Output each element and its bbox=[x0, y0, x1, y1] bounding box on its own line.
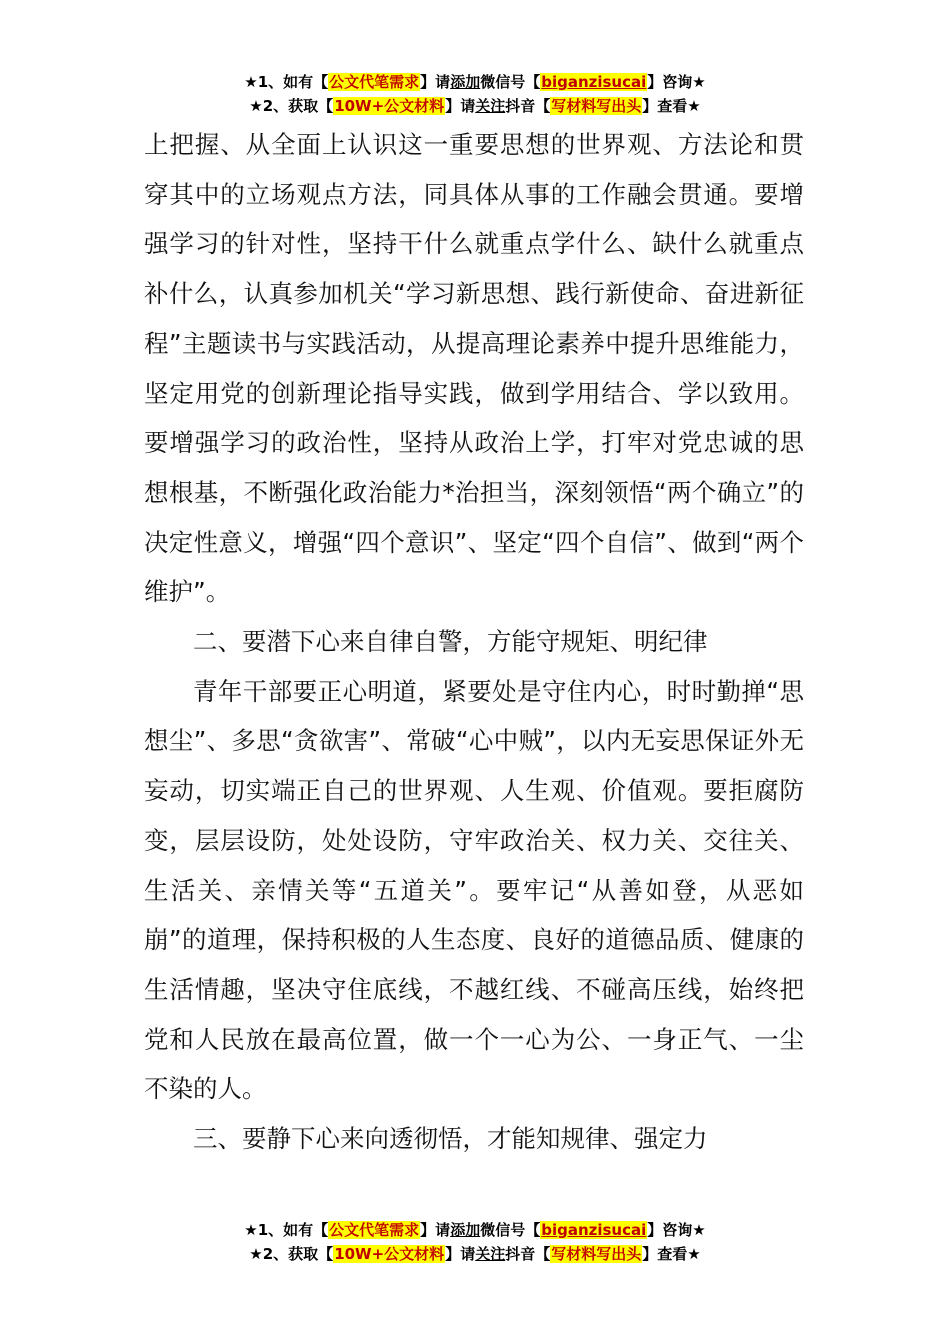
douyin-account-highlight: 写材料写出头 bbox=[551, 1245, 642, 1263]
highlight-materials: 10W+公文材料 bbox=[334, 1245, 445, 1263]
header-banner bbox=[0, 70, 950, 118]
highlight-materials: 10W+公文材料 bbox=[334, 97, 445, 115]
banner-underlined-text: 添加 bbox=[450, 1221, 481, 1239]
highlight-service: 公文代笔需求 bbox=[329, 1221, 420, 1239]
wechat-id-link[interactable]: biganzisucai bbox=[541, 73, 647, 91]
banner-line-2 bbox=[0, 1242, 950, 1266]
banner-text: 抖音【 bbox=[505, 1245, 551, 1263]
banner-text: 微信号【 bbox=[480, 73, 541, 91]
banner-text: 抖音【 bbox=[505, 97, 551, 115]
section-heading: 三、要静下心来向透彻悟，才能知规律、强定力 bbox=[193, 1124, 708, 1154]
banner-underlined-text: 关注 bbox=[475, 97, 506, 115]
highlight-service: 公文代笔需求 bbox=[329, 73, 420, 91]
banner-line-1 bbox=[0, 1218, 950, 1242]
douyin-account-highlight: 写材料写出头 bbox=[551, 97, 642, 115]
banner-text: 】查看★ bbox=[642, 97, 701, 115]
banner-underlined-text: 关注 bbox=[475, 1245, 506, 1263]
footer-banner bbox=[0, 1218, 950, 1266]
document-body bbox=[144, 120, 804, 1164]
wechat-id-link[interactable]: biganzisucai bbox=[541, 1221, 647, 1239]
banner-text: 微信号【 bbox=[480, 1221, 541, 1239]
banner-line-2 bbox=[0, 94, 950, 118]
section-heading: 二、要潜下心来自律自警，方能守规矩、明纪律 bbox=[193, 627, 708, 657]
banner-text: ★1、如有【 bbox=[244, 73, 329, 91]
banner-underlined-text: 添加 bbox=[450, 73, 481, 91]
banner-line-1 bbox=[0, 70, 950, 94]
banner-text: 】请 bbox=[445, 97, 476, 115]
body-paragraph: 上把握、从全面上认识这一重要思想的世界观、方法论和贯穿其中的立场观点方法，同具体从事的工作融会贯通。要增强学习的针对性，坚持干什么就重点学什么、缺什么就重点补什么，认真参加机关“学习新思想、践行新使命、奋进新征程”主题读书与实践活动，从提高理论素养中提升思维能力，坚定用党的创新理论指导实践，做到学用结合、学以致用。要增强学习的政治性，坚持从政治上学，打牢对党忠诚的思想根基，不断强化政治能力*治担当，深刻领悟“两个确立”的决定性意义，增强“四个意识”、坚定“四个自信”、做到“两个维护”。 bbox=[144, 130, 804, 607]
banner-text: ★1、如有【 bbox=[244, 1221, 329, 1239]
banner-text: ★2、获取【 bbox=[249, 97, 334, 115]
body-paragraph: 青年干部要正心明道，紧要处是守住内心，时时勤掸“思想尘”、多思“贪欲害”、常破“心中贼”，以内无妄思保证外无妄动，切实端正自己的世界观、人生观、价值观。要拒腐防变，层层设防，处处设防，守牢政治关、权力关、交往关、生活关、亲情关等“五道关”。要牢记“从善如登，从恶如崩”的道理，保持积极的人生态度、良好的道德品质、健康的生活情趣，坚决守住底线，不越红线、不碰高压线，始终把党和人民放在最高位置，做一个一心为公、一身正气、一尘不染的人。 bbox=[144, 676, 804, 1104]
banner-text: 】咨询★ bbox=[647, 73, 706, 91]
banner-text: 】请 bbox=[420, 73, 451, 91]
banner-text: 】请 bbox=[420, 1221, 451, 1239]
banner-text: 】请 bbox=[445, 1245, 476, 1263]
banner-text: 】咨询★ bbox=[647, 1221, 706, 1239]
banner-text: 】查看★ bbox=[642, 1245, 701, 1263]
banner-text: ★2、获取【 bbox=[249, 1245, 334, 1263]
